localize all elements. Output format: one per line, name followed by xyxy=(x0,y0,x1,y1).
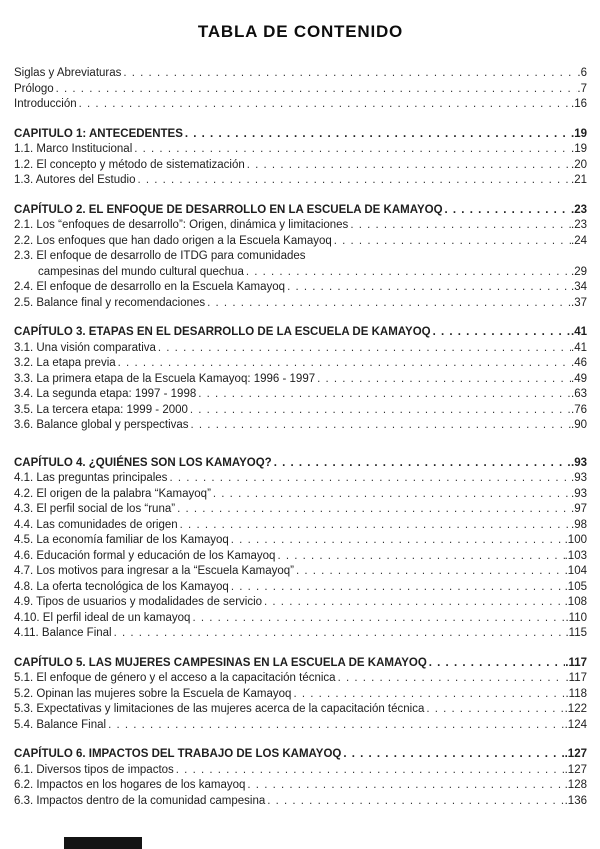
chapter-heading-label: CAPÍTULO 3. ETAPAS EN EL DESARROLLO DE LA ESCUELA DE KAMAYOQ xyxy=(14,326,431,338)
page-title: TABLA DE CONTENIDO xyxy=(197,22,404,41)
toc-entry-label: 4.2. El origen de la palabra “Kamayoq” xyxy=(14,487,211,500)
toc-entry-label: 3.5. La tercera etapa: 1999 - 2000 xyxy=(14,403,188,416)
toc-entry-label: 3.3. La primera etapa de la Escuela Kamayoq: 1996 - 1997 xyxy=(14,372,316,385)
page-number: .93 xyxy=(571,472,587,484)
page-number: .93 xyxy=(571,456,587,469)
dot-leader xyxy=(315,372,571,388)
dot-leader xyxy=(244,265,571,281)
toc-entry-label: 6.1. Diversos tipos de impactos xyxy=(14,763,174,776)
dot-leader xyxy=(77,97,571,113)
dot-leader xyxy=(294,564,565,580)
dot-leader xyxy=(178,518,571,534)
toc-entry xyxy=(14,518,587,534)
toc-entry xyxy=(14,502,587,518)
page-number: .29 xyxy=(571,265,587,278)
dot-leader xyxy=(106,718,565,734)
dot-leader xyxy=(196,387,571,403)
toc-entry xyxy=(14,471,587,487)
toc-entry xyxy=(14,533,587,549)
page-number: .90 xyxy=(571,419,587,431)
dot-leader xyxy=(229,533,565,549)
toc-entry-label: 4.4. Las comunidades de origen xyxy=(14,518,178,531)
dot-leader xyxy=(265,794,564,810)
toc-entry xyxy=(14,82,587,98)
toc-entry-label: 5.1. El enfoque de género y el acceso a la capacitación técnica xyxy=(14,672,336,684)
toc-section-chapter-4 xyxy=(14,456,587,642)
toc-chapter-heading xyxy=(14,127,587,143)
dot-leader xyxy=(112,626,566,642)
dot-leader xyxy=(205,296,571,312)
page-number: .24 xyxy=(571,234,587,247)
dot-leader xyxy=(189,418,571,434)
toc-entry xyxy=(14,387,587,403)
toc-entry xyxy=(14,280,587,296)
toc-entry xyxy=(14,97,587,113)
toc-entry-label: Introducción xyxy=(14,98,77,110)
dot-leader xyxy=(341,747,564,763)
toc-entry-label: 3.1. Una visión comparativa xyxy=(14,341,156,354)
toc-entry-label: 2.4. El enfoque de desarrollo en la Escuela Kamayoq xyxy=(14,281,286,293)
toc-entry xyxy=(14,341,587,357)
toc-entry xyxy=(14,142,587,158)
toc-entry-label: 4.8. La oferta tecnológica de los Kamayoq xyxy=(14,580,229,593)
dot-leader xyxy=(348,218,571,234)
dot-leader xyxy=(336,671,566,687)
dot-leader xyxy=(427,656,565,672)
page-number: .76 xyxy=(571,403,587,416)
toc-section-front-matter xyxy=(14,66,587,113)
chapter-heading-label: CAPÍTULO 4. ¿QUIÉNES SON LOS KAMAYOQ? xyxy=(14,456,272,469)
toc-entry-label: 3.4. La segunda etapa: 1997 - 1998 xyxy=(14,388,197,400)
dot-leader xyxy=(188,403,571,419)
dot-leader xyxy=(229,580,565,596)
toc-entry xyxy=(14,580,587,596)
toc-entry xyxy=(14,671,587,687)
dot-leader xyxy=(443,203,571,219)
chapter-heading-label: CAPÍTULO 6. IMPACTOS DEL TRABAJO DE LOS KAMAYOQ xyxy=(14,748,342,760)
toc-chapter-heading xyxy=(14,656,587,672)
toc-entry xyxy=(14,763,587,779)
toc-entry xyxy=(14,778,587,794)
toc-entry-label-line2: campesinas del mundo cultural quechua xyxy=(38,265,244,278)
dot-leader xyxy=(431,325,571,341)
toc-entry-label: 1.3. Autores del Estudio xyxy=(14,174,136,186)
page-number: .136 xyxy=(564,794,587,807)
toc-section-chapter-3 xyxy=(14,325,587,434)
toc-entry-label: 4.5. La economía familiar de los Kamayoq xyxy=(14,534,229,546)
dot-leader xyxy=(285,280,571,296)
page-number: .105 xyxy=(564,580,587,593)
chapter-heading-label: CAPITULO 1: ANTECEDENTES xyxy=(14,127,183,140)
dot-leader xyxy=(135,173,571,189)
page-number: .41 xyxy=(571,341,587,354)
page-number: .110 xyxy=(565,611,587,624)
toc-entry-label: 4.10. El perfil ideal de un kamayoq xyxy=(14,611,191,624)
toc-entry-label: 2.2. Los enfoques que han dado origen a la Escuela Kamayoq xyxy=(14,234,332,247)
toc-entry-label: Siglas y Abreviaturas xyxy=(14,67,122,79)
toc-section-chapter-1 xyxy=(14,127,587,189)
page-number: .98 xyxy=(571,518,587,531)
page-number: .104 xyxy=(564,565,587,577)
page-number: .124 xyxy=(564,718,587,731)
page-number: .7 xyxy=(577,82,587,95)
dot-leader xyxy=(132,142,571,158)
toc-entry xyxy=(14,403,587,419)
toc-entry-label: 2.3. El enfoque de desarrollo de ITDG para comunidades xyxy=(14,250,306,262)
toc-entry xyxy=(14,418,587,434)
toc-entry xyxy=(14,66,587,82)
dot-leader xyxy=(211,487,571,503)
toc-entry-label: Prólogo xyxy=(14,82,54,95)
toc-section-chapter-5 xyxy=(14,656,587,734)
toc-entry-label: 6.2. Impactos en los hogares de los kamayoq xyxy=(14,779,246,791)
toc-entry-label: 4.9. Tipos de usuarios y modalidades de servicio xyxy=(14,596,263,608)
page-number: .21 xyxy=(571,174,587,186)
toc-entry-label: 1.1. Marco Institucional xyxy=(14,143,133,155)
dot-leader xyxy=(424,702,564,718)
dot-leader xyxy=(175,502,571,518)
dot-leader xyxy=(272,456,571,472)
chapter-heading-label: CAPÍTULO 5. LAS MUJERES CAMPESINAS EN LA ESCUELA DE KAMAYOQ xyxy=(14,656,427,669)
chapter-heading-label: CAPÍTULO 2. EL ENFOQUE DE DESARROLLO EN LA ESCUELA DE KAMAYOQ xyxy=(14,203,443,216)
toc-entry xyxy=(14,564,587,580)
dot-leader xyxy=(167,471,571,487)
dot-leader xyxy=(190,611,565,627)
page-number: .97 xyxy=(571,503,587,515)
dot-leader xyxy=(275,549,564,565)
dot-leader xyxy=(262,595,565,611)
toc-entry xyxy=(14,794,587,810)
toc-chapter-heading xyxy=(14,325,587,341)
toc-section-chapter-2 xyxy=(14,203,587,312)
toc-entry xyxy=(14,249,587,265)
page-number: .108 xyxy=(564,596,587,608)
toc-entry-continuation xyxy=(14,265,587,281)
page-number: .46 xyxy=(571,357,587,369)
toc-entry-label: 5.3. Expectativas y limitaciones de las mujeres acerca de la capacitación técnica xyxy=(14,703,425,715)
dot-leader xyxy=(245,778,564,794)
page-number: .117 xyxy=(565,656,587,669)
toc-entry xyxy=(14,718,587,734)
toc-entry xyxy=(14,549,587,565)
dot-leader xyxy=(116,356,571,372)
page-number: .128 xyxy=(564,779,587,791)
toc-entry-label: 3.2. La etapa previa xyxy=(14,357,116,369)
toc-entry xyxy=(14,173,587,189)
page-number: .34 xyxy=(571,281,587,293)
page-number: .49 xyxy=(571,372,587,385)
page-number: .20 xyxy=(571,158,587,171)
toc-entry xyxy=(14,158,587,174)
dot-leader xyxy=(54,82,578,98)
dot-leader xyxy=(332,234,571,250)
toc-entry xyxy=(14,611,587,627)
toc-entry-label: 4.11. Balance Final xyxy=(14,627,112,639)
toc-entry-label: 5.4. Balance Final xyxy=(14,718,107,731)
toc-entry xyxy=(14,234,587,250)
toc-entry-label: 2.1. Los “enfoques de desarrollo”: Origen, dinámica y limitaciones xyxy=(14,219,349,231)
toc-section-chapter-6 xyxy=(14,747,587,809)
toc-entry xyxy=(14,687,587,703)
page-number: .118 xyxy=(565,687,587,700)
toc-entry-label: 4.3. El perfil social de los “runa” xyxy=(14,503,176,515)
toc-chapter-heading xyxy=(14,747,587,763)
dot-leader xyxy=(156,341,571,357)
toc-entry xyxy=(14,487,587,503)
page-number: .103 xyxy=(564,549,587,562)
toc-entry xyxy=(14,218,587,234)
page-number: .63 xyxy=(571,388,587,400)
toc-chapter-heading xyxy=(14,203,587,219)
page-number: .122 xyxy=(564,703,587,715)
page-number: .23 xyxy=(571,219,587,231)
toc-entry xyxy=(14,372,587,388)
toc-entry-label: 4.7. Los motivos para ingresar a la “Escuela Kamayoq” xyxy=(14,565,294,577)
toc-entry xyxy=(14,356,587,372)
page-number: .127 xyxy=(564,748,587,760)
dot-leader xyxy=(245,158,571,174)
toc-entry xyxy=(14,595,587,611)
page-number: .93 xyxy=(571,487,587,500)
toc-entry-label: 4.6. Educación formal y educación de los Kamayoq xyxy=(14,549,276,562)
page-number: .16 xyxy=(571,98,587,110)
page-number: .6 xyxy=(577,67,587,79)
page-number: .127 xyxy=(564,763,587,776)
toc-entry-label: 1.2. El concepto y método de sistematización xyxy=(14,158,245,171)
toc-entry xyxy=(14,296,587,312)
dot-leader xyxy=(183,127,571,143)
page-number: .37 xyxy=(571,296,587,309)
toc-entry-label: 4.1. Las preguntas principales xyxy=(14,472,168,484)
page-number: .117 xyxy=(565,672,587,684)
page-number: .41 xyxy=(571,326,587,338)
scan-artifact-mark xyxy=(64,837,142,849)
toc-entry-label: 6.3. Impactos dentro de la comunidad campesina xyxy=(14,794,266,807)
dot-leader xyxy=(291,687,565,703)
dot-leader xyxy=(174,763,565,779)
toc-entry xyxy=(14,626,587,642)
page-number: .23 xyxy=(571,203,587,216)
toc-chapter-heading xyxy=(14,456,587,472)
toc-entry xyxy=(14,702,587,718)
page-number: .19 xyxy=(571,143,587,155)
toc-entry-label: 5.2. Opinan las mujeres sobre la Escuela de Kamayoq xyxy=(14,687,292,700)
page-number: .100 xyxy=(564,534,587,546)
toc-entry-label: 3.6. Balance global y perspectivas xyxy=(14,419,189,431)
toc-entry-label: 2.5. Balance final y recomendaciones xyxy=(14,296,206,309)
page-number: .115 xyxy=(565,627,587,639)
dot-leader xyxy=(121,66,577,82)
page-number: .19 xyxy=(571,127,587,140)
